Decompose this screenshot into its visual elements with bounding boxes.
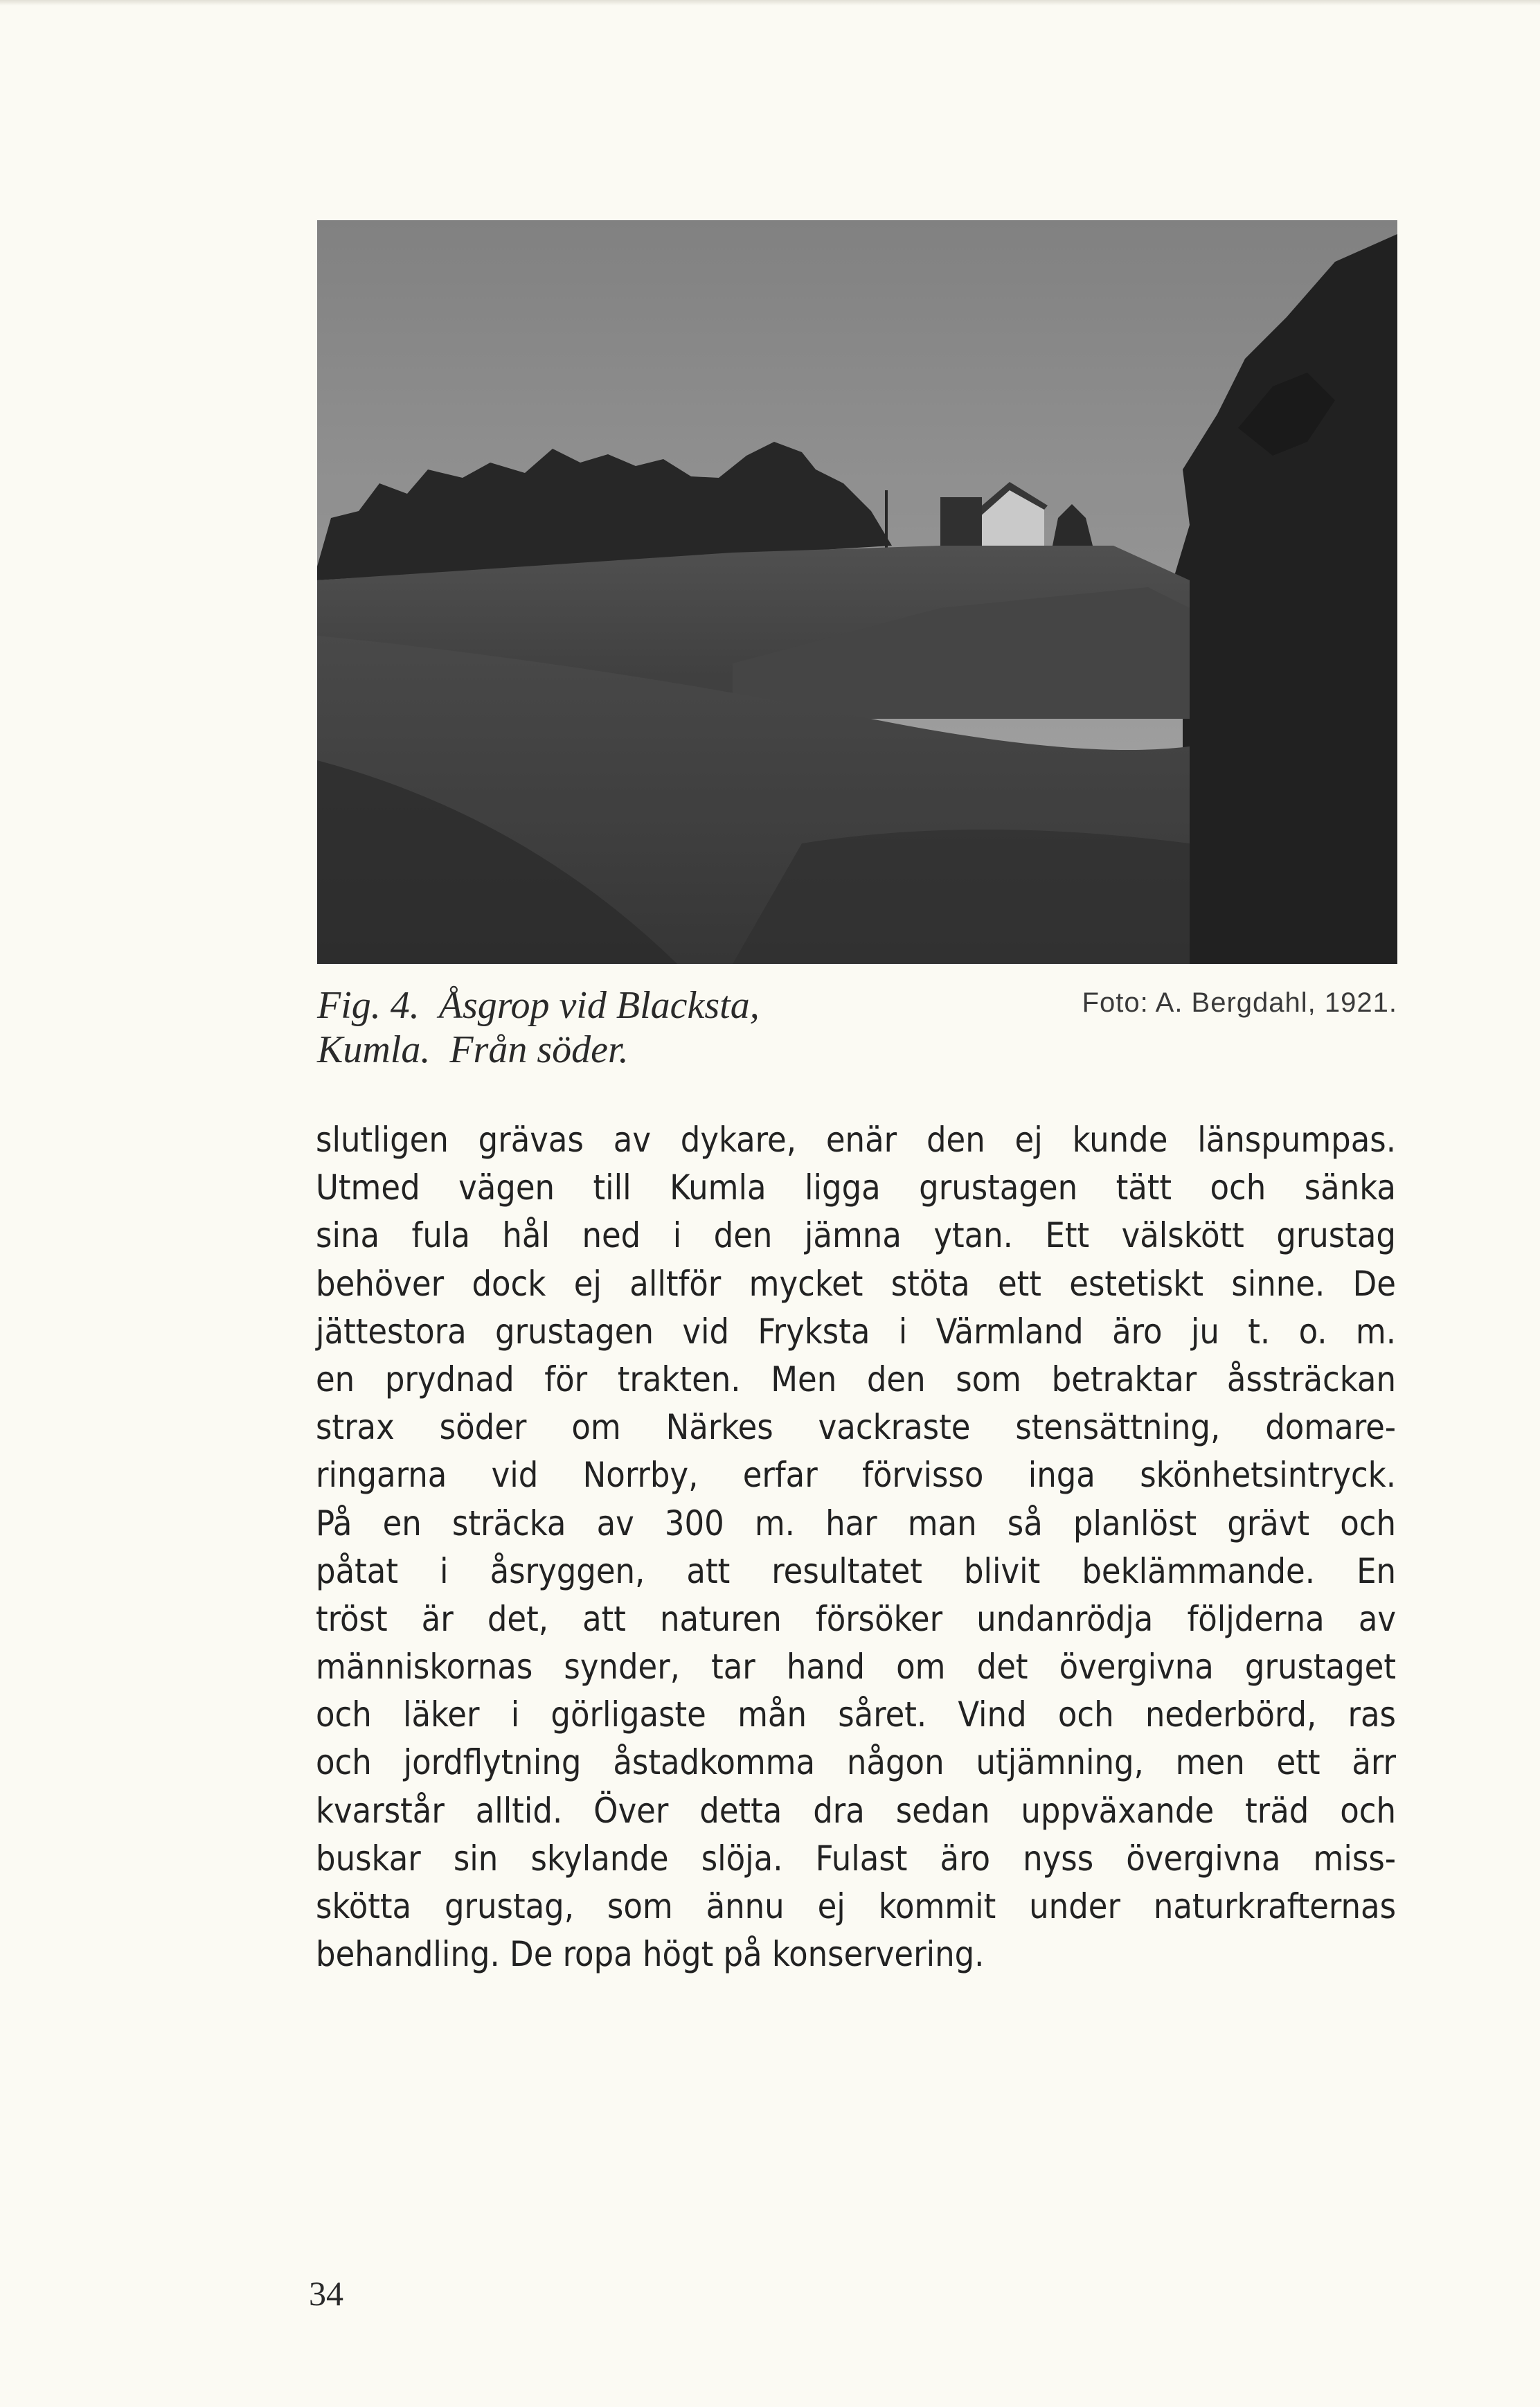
text-line: och läker i görligaste mån såret. Vind och nederbörd, ras: [316, 1694, 1396, 1735]
text-line: människornas synder, tar hand om det övergivna grustaget: [316, 1647, 1396, 1688]
page-number: 34: [309, 2274, 343, 2313]
text-line: påtat i åsryggen, att resultatet blivit beklämmande. En: [316, 1550, 1396, 1591]
caption-line-2: Kumla. Från söder.: [317, 1028, 629, 1071]
text-line: buskar sin skylande slöja. Fulast äro nyss övergivna miss-: [316, 1838, 1396, 1879]
text-line: skötta grustag, som ännu ej kommit under naturkrafternas: [316, 1886, 1396, 1926]
body-paragraph: [316, 1116, 1396, 1978]
text-line: tröst är det, att naturen försöker undanrödja följderna av: [316, 1598, 1396, 1639]
text-line: kvarstår alltid. Över detta dra sedan uppväxande träd och: [316, 1790, 1396, 1831]
text-line: slutligen grävas av dykare, enär den ej kunde länspumpas.: [316, 1120, 1396, 1160]
text-line: Utmed vägen till Kumla ligga grustagen tätt och sänka: [316, 1167, 1396, 1208]
text-line: och jordflytning åstadkomma någon utjämning, men ett ärr: [316, 1742, 1396, 1783]
text-line: sina fula hål ned i den jämna ytan. Ett välskött grustag: [316, 1215, 1396, 1256]
text-line: en prydnad för trakten. Men den som betraktar åssträckan: [316, 1359, 1396, 1399]
text-line: behöver dock ej alltför mycket stöta ett estetiskt sinne. De: [316, 1263, 1396, 1304]
text-line: ringarna vid Norrby, erfar förvisso inga skönhetsintryck.: [316, 1455, 1396, 1496]
figure-caption: [317, 983, 940, 1072]
text-line: På en sträcka av 300 m. har man så planlöst grävt och: [316, 1503, 1396, 1543]
figure-photo: [317, 220, 1397, 964]
text-line: jättestora grustagen vid Fryksta i Värmland äro ju t. o. m.: [316, 1311, 1396, 1352]
photo-credit: Foto: A. Bergdahl, 1921.: [1082, 987, 1397, 1018]
text-line: behandling. De ropa högt på konservering.: [316, 1934, 985, 1975]
caption-line-1: Fig. 4. Åsgrop vid Blacksta,: [317, 984, 760, 1027]
text-line: strax söder om Närkes vackraste stensättning, domare-: [316, 1407, 1396, 1448]
page-top-edge: [0, 0, 1540, 6]
